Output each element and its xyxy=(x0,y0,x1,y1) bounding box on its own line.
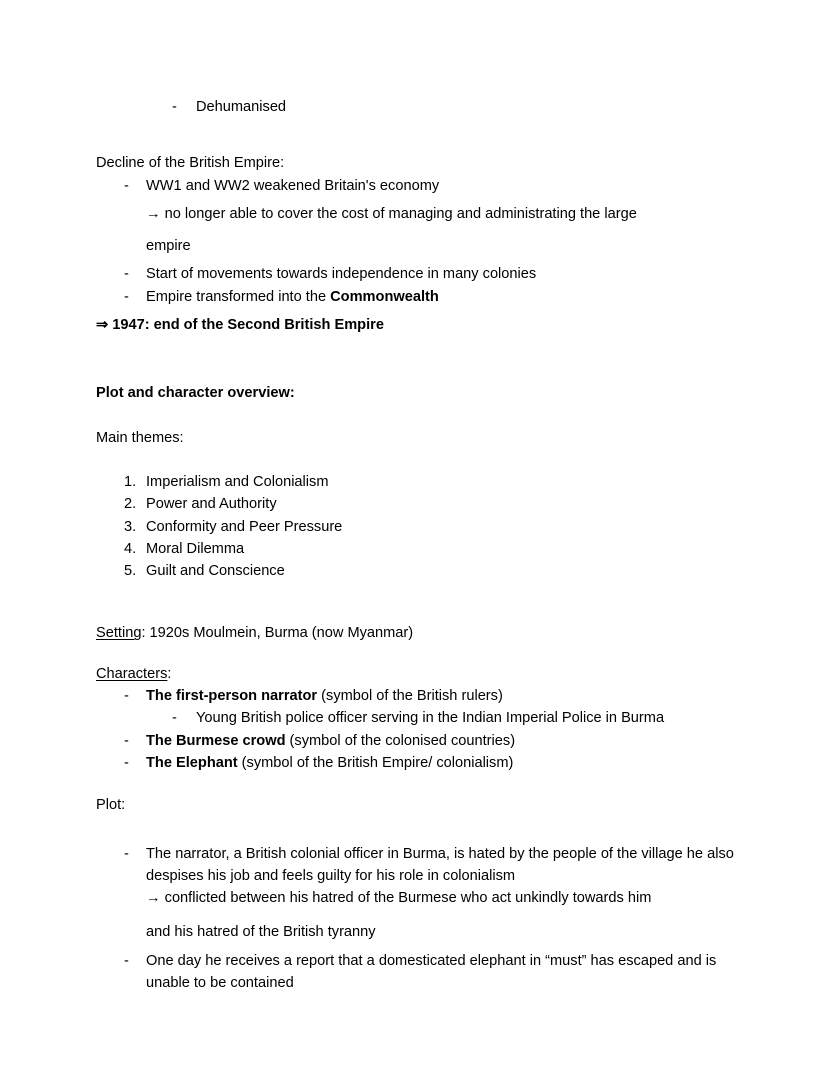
list-item xyxy=(96,516,746,538)
section-heading-plot-label: Plot xyxy=(96,797,122,814)
continuation-conflicted: → conflicted between his hatred of the Burmese who act unkindly towards him xyxy=(146,890,652,907)
section-heading-plot-colon: : xyxy=(121,797,126,814)
document-body xyxy=(96,96,746,994)
list-item-label: WW1 and WW2 weakened Britain's economy xyxy=(146,177,440,194)
list-item-label: One day he receives a report that a domesticated elephant in “must” has escaped and is unable to be contained xyxy=(146,952,717,992)
main-themes-list xyxy=(96,471,746,582)
conclusion-1947: ⇒ 1947: end of the Second British Empire xyxy=(96,317,384,334)
section-heading-characters xyxy=(96,663,746,685)
list-item-label: Imperialism and Colonialism xyxy=(146,473,329,490)
list-item-label: Empire transformed into the xyxy=(146,288,331,305)
bullet-marker: - xyxy=(124,177,129,194)
list-item-number: 2. xyxy=(124,496,137,513)
list-item xyxy=(96,471,746,493)
section-heading-setting-label: Setting xyxy=(96,625,142,642)
section-heading-setting-value: : 1920s Moulmein, Burma (now Myanmar) xyxy=(141,625,414,642)
section-heading-characters-label: Characters xyxy=(96,665,168,682)
section-heading-main-themes xyxy=(96,427,746,449)
list-item-label: Young British police officer serving in the Indian Imperial Police in Burma xyxy=(196,710,665,727)
list-item-label: Power and Authority xyxy=(146,496,277,513)
list-item-label: Moral Dilemma xyxy=(146,540,245,557)
list-item-narrator xyxy=(96,685,746,707)
list-item-emphasis: The Burmese crowd xyxy=(146,732,286,749)
list-item-label: The narrator, a British colonial officer in Burma, is hated by the people of the village he also despises his job and feels guilty for his role in colonialism xyxy=(146,845,734,884)
section-heading-plot-character-overview: Plot and character overview: xyxy=(96,385,295,402)
list-item xyxy=(96,538,746,560)
bullet-marker: - xyxy=(124,845,129,862)
list-item-burmese-crowd xyxy=(96,730,746,752)
bullet-marker: - xyxy=(124,288,129,305)
bullet-marker: - xyxy=(124,688,129,705)
list-item-label: Guilt and Conscience xyxy=(146,563,285,580)
section-heading-decline xyxy=(96,152,746,174)
bullet-marker: - xyxy=(124,754,129,771)
list-item-number: 4. xyxy=(124,540,137,557)
section-heading-decline-text: Decline of the British Empire: xyxy=(96,155,285,172)
list-item-label: (symbol of the British Empire/ colonialism) xyxy=(237,754,514,771)
list-item-plot-narrator-hated xyxy=(96,843,746,888)
list-item xyxy=(96,560,746,582)
list-item-label: (symbol of the British rulers) xyxy=(317,688,503,705)
list-item-label: (symbol of the colonised countries) xyxy=(285,732,516,749)
list-item-ww1-ww2 xyxy=(96,175,746,197)
bullet-marker: - xyxy=(172,99,177,115)
list-item-number: 3. xyxy=(124,518,137,535)
list-item-label: Dehumanised xyxy=(196,99,287,115)
list-item-independence-movements xyxy=(96,263,746,285)
continuation-empire: empire xyxy=(146,238,191,255)
bullet-marker: - xyxy=(124,266,129,283)
section-heading-main-themes-text: Main themes: xyxy=(96,429,184,446)
list-item-label: Start of movements towards independence in many colonies xyxy=(146,266,537,283)
list-item-emphasis: Commonwealth xyxy=(330,288,439,305)
list-item-number: 1. xyxy=(124,473,137,490)
bullet-marker: - xyxy=(124,952,129,969)
list-item-number: 5. xyxy=(124,563,137,580)
bullet-marker: - xyxy=(124,732,129,749)
list-item-label: Conformity and Peer Pressure xyxy=(146,518,343,535)
bullet-marker: - xyxy=(172,710,177,727)
section-heading-plot-text xyxy=(96,797,125,813)
section-heading-plot xyxy=(96,794,746,816)
continuation-no-longer-able: → no longer able to cover the cost of managing and administrating the large xyxy=(146,205,637,222)
list-item-emphasis: The first-person narrator xyxy=(146,688,318,705)
list-item xyxy=(96,493,746,515)
list-item-narrator-detail xyxy=(96,707,746,729)
list-item-plot-elephant-escaped xyxy=(96,950,746,995)
list-item-emphasis: The Elephant xyxy=(146,754,238,771)
list-item-dehumanised xyxy=(96,96,746,118)
list-item-elephant xyxy=(96,752,746,774)
list-item-commonwealth xyxy=(96,286,746,308)
section-heading-characters-colon: : xyxy=(167,665,172,682)
continuation-british-tyranny: and his hatred of the British tyranny xyxy=(146,924,376,941)
section-heading-setting xyxy=(96,622,746,644)
